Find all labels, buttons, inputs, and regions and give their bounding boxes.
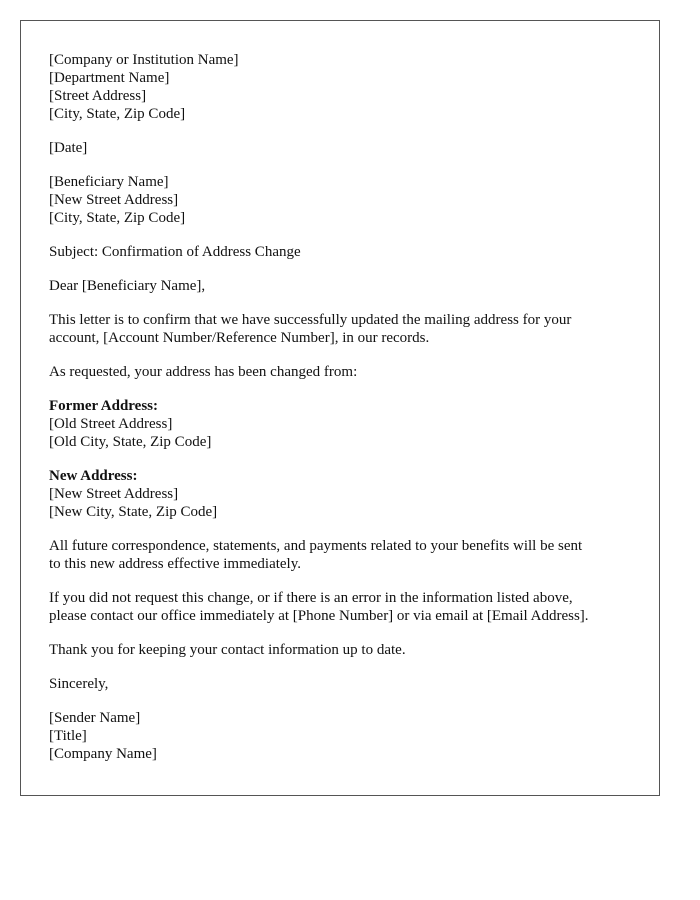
new-address-block [49, 467, 631, 521]
former-address-heading: Former Address: [49, 398, 159, 414]
signature-block [49, 709, 631, 763]
intro-line-2: account, [Account Number/Reference Number], in our records. [49, 330, 430, 346]
new-city-state-zip: [New City, State, Zip Code] [49, 504, 218, 520]
future-line-1: All future correspondence, statements, and payments related to your benefits will be sent [49, 538, 583, 554]
sender-department: [Department Name] [49, 70, 170, 86]
error-line-2: please contact our office immediately at [Phone Number] or via email at [Email Address]. [49, 608, 589, 624]
requested-paragraph [49, 363, 631, 381]
recipient-street: [New Street Address] [49, 192, 179, 208]
new-street: [New Street Address] [49, 486, 179, 502]
signoff: Sincerely, [49, 676, 109, 692]
former-street: [Old Street Address] [49, 416, 173, 432]
signature-company: [Company Name] [49, 746, 157, 762]
recipient-city-state-zip: [City, State, Zip Code] [49, 210, 186, 226]
future-line-2: to this new address effective immediately. [49, 556, 302, 572]
thanks-line: Thank you for keeping your contact information up to date. [49, 642, 406, 658]
error-contact-paragraph [49, 589, 631, 625]
future-correspondence-paragraph [49, 537, 631, 573]
signature-name: [Sender Name] [49, 710, 141, 726]
salutation-block [49, 277, 631, 295]
intro-line-1: This letter is to confirm that we have successfully updated the mailing address for your [49, 312, 572, 328]
thanks-paragraph [49, 641, 631, 659]
sender-address-block [49, 51, 631, 123]
requested-line: As requested, your address has been changed from: [49, 364, 358, 380]
signoff-block [49, 675, 631, 693]
sender-company: [Company or Institution Name] [49, 52, 239, 68]
former-city-state-zip: [Old City, State, Zip Code] [49, 434, 212, 450]
former-address-block [49, 397, 631, 451]
subject-block [49, 243, 631, 261]
sender-street: [Street Address] [49, 88, 147, 104]
salutation: Dear [Beneficiary Name], [49, 278, 206, 294]
intro-paragraph [49, 311, 631, 347]
signature-title: [Title] [49, 728, 87, 744]
recipient-address-block [49, 173, 631, 227]
sender-city-state-zip: [City, State, Zip Code] [49, 106, 186, 122]
new-address-heading: New Address: [49, 468, 138, 484]
letter-date: [Date] [49, 140, 88, 156]
recipient-name: [Beneficiary Name] [49, 174, 169, 190]
letter-page [20, 20, 660, 796]
subject-line: Subject: Confirmation of Address Change [49, 244, 301, 260]
date-block [49, 139, 631, 157]
error-line-1: If you did not request this change, or if there is an error in the information listed above, [49, 590, 573, 606]
